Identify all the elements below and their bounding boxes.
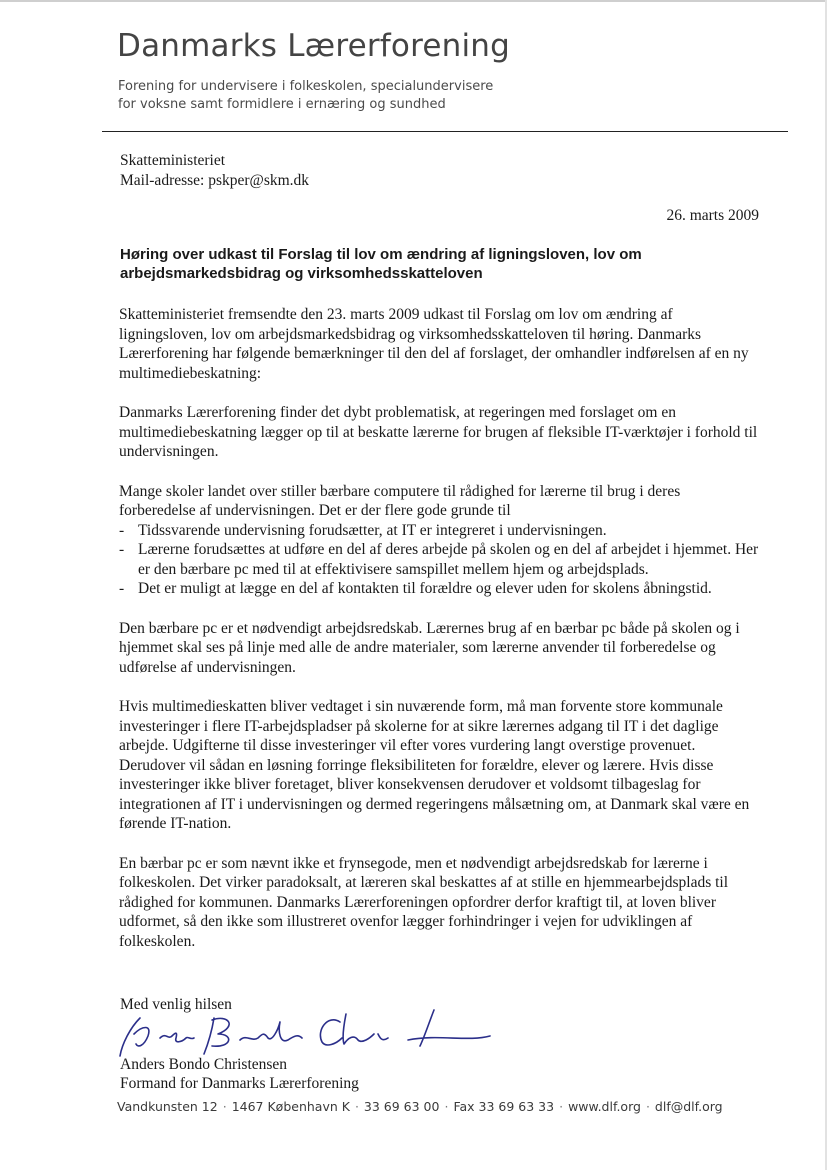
header-divider: [102, 131, 788, 132]
paragraph-reasons-intro: Mange skoler landet over stiller bærbare computere til rådighed for lærerne til brug i deres forberedelse af undervisningen. Det er der flere gode grunde til: [119, 482, 681, 519]
recipient-name: Skatteministeriet: [120, 152, 226, 169]
signer-name: Anders Bondo Christensen: [120, 1056, 288, 1073]
closing-greeting: Med venlig hilsen: [120, 996, 232, 1013]
list-item: - Det er muligt at lægge en del af kontakten til forældre og elever uden for skolens åbningstid.: [119, 579, 759, 599]
scan-edge-top: [0, 0, 827, 2]
tagline-line-1: Forening for undervisere i folkeskolen, specialundervisere: [118, 79, 494, 94]
footer-separator: ·: [645, 1099, 650, 1114]
reasons-list: [119, 521, 759, 599]
organization-name: Danmarks Lærerforening: [117, 28, 511, 64]
paragraph-consequences: Hvis multimedieskatten bliver vedtaget i sin nuværende form, må man forvente store kommunale investeringer i flere IT-arbejdspladser på skolerne for at sikre lærernes adgang til IT i det daglige arbejde. Udgifterne til disse investeringer vil efter vores vurdering langt overstige provenuet. Derudover vil sådan en løsning forringe fleksibiliteten for forældre, elever og lærere. Hvis disse investeringer ikke bliver foretaget, bliver konsekvensen derudover et voldsomt tilbageslag for integrationen af IT i undervisningen og dermed regeringens målsætning om, at Danmark skal være en førende IT-nation.: [119, 698, 750, 832]
letter-date: 26. marts 2009: [666, 207, 759, 224]
footer-separator: ·: [354, 1099, 359, 1114]
footer-city: 1467 København K: [231, 1099, 350, 1114]
organization-tagline: [118, 78, 538, 114]
list-item: - Tidssvarende undervisning forudsætter, at IT er integreret i undervisningen.: [119, 521, 759, 541]
tagline-line-2: for voksne samt formidlere i ernæring og sundhed: [118, 97, 446, 112]
list-item: - Lærerne forudsættes at udføre en del af deres arbejde på skolen og en del af arbejdet i hjemmet. Her er den bærbare pc med til at effektivisere samspillet mellem hjem og arbejdsplads.: [119, 540, 759, 579]
footer-phone: 33 69 63 00: [363, 1099, 440, 1114]
recipient-block: [120, 151, 309, 191]
footer-web: www.dlf.org: [568, 1099, 641, 1114]
letter-footer: [117, 1099, 737, 1114]
paragraph-problem: Danmarks Lærerforening finder det dybt problematisk, at regeringen med forslaget om en multimediebeskatning lægger op til at beskatte lærerne for brugen af fleksible IT-værktøjer i forhold til undervisningen.: [119, 404, 758, 460]
footer-address: Vandkunsten 12: [117, 1099, 218, 1114]
recipient-email: Mail-adresse: pskper@skm.dk: [120, 172, 310, 189]
paragraph-conclusion: En bærbar pc er som nævnt ikke et frynsegode, men et nødvendigt arbejdsredskab for lærerne i folkeskolen. Det virker paradoksalt, at læreren skal beskattes af at stille en hjemmearbejdsplads til rådighed for kommunen. Danmarks Lærerforeningen opfordrer derfor kraftigt til, at loven bliver udformet, så den ikke som illustreret ovenfor lægger forhindringer i vejen for udviklingen af folkeskolen.: [119, 854, 729, 950]
footer-email: dlf@dlf.org: [654, 1099, 723, 1114]
letter-subject: Høring over udkast til Forslag til lov om ændring af ligningsloven, lov om arbejdsmarkedsbidrag og virksomhedsskatteloven: [120, 246, 642, 282]
paragraph-necessity: Den bærbare pc er et nødvendigt arbejdsredskab. Lærernes brug af en bærbar pc både på skolen og i hjemmet skal ses på linje med alle de andre materialer, som lærerne anvender til forberedelse og udførelse af undervisningen.: [119, 619, 740, 676]
signer-title: Formand for Danmarks Lærerforening: [120, 1075, 359, 1092]
signer-block: [120, 1055, 359, 1093]
footer-separator: ·: [559, 1099, 564, 1114]
footer-fax: Fax 33 69 63 33: [453, 1099, 555, 1114]
footer-separator: ·: [222, 1099, 227, 1114]
footer-separator: ·: [444, 1099, 449, 1114]
paragraph-intro: Skatteministeriet fremsendte den 23. marts 2009 udkast til Forslag om lov om ændring af ligningsloven, lov om arbejdsmarkedsbidrag og virksomhedsskatteloven til høring. Danmarks Lærerforening har følgende bemærkninger til den del af forslaget, der omhandler indførelsen af en ny multimediebeskatning:: [119, 306, 749, 382]
letter-body: [119, 305, 759, 971]
